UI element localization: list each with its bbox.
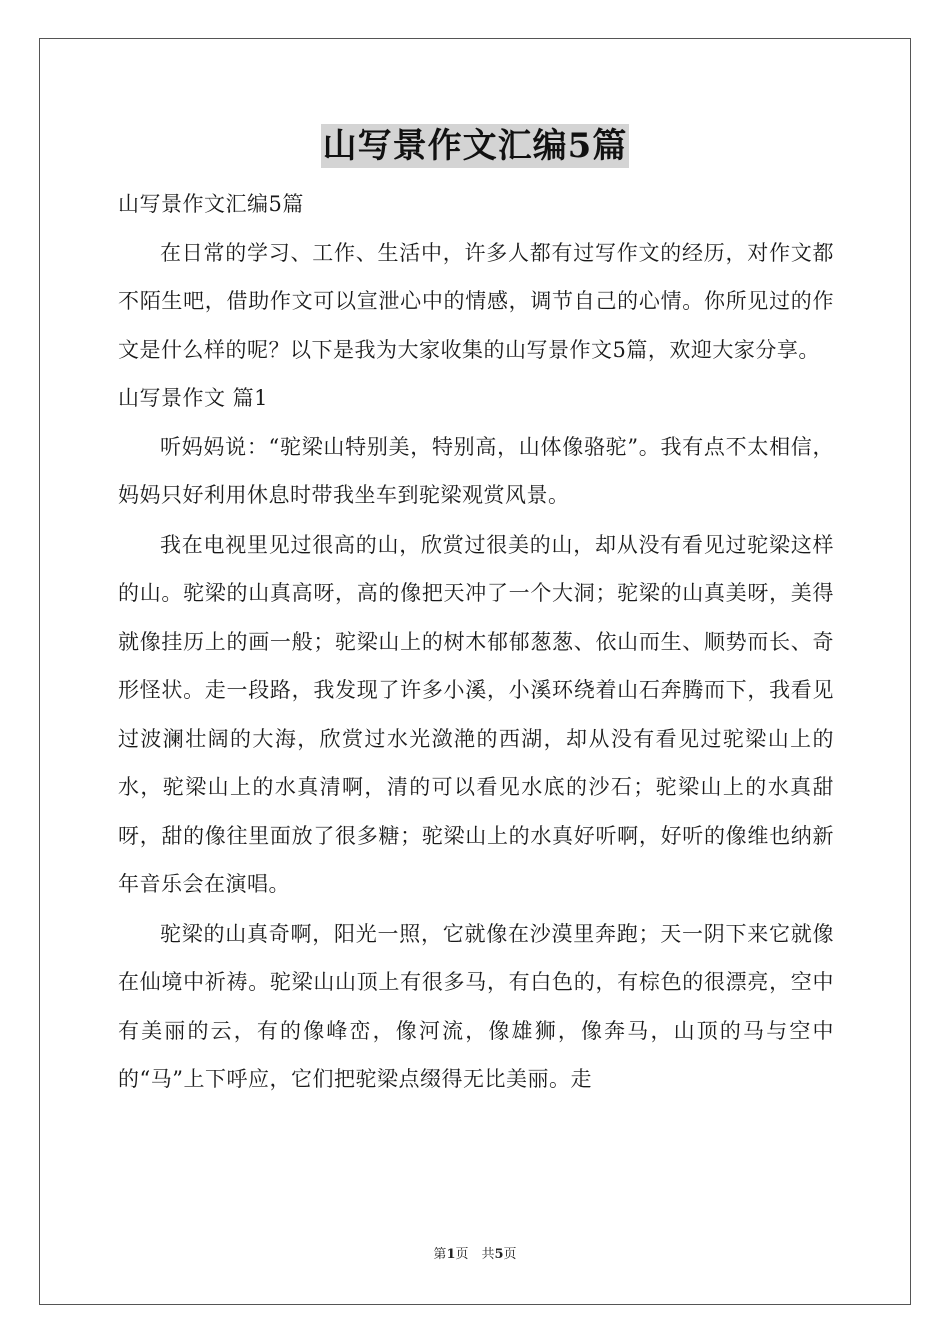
section-heading-1: 山写景作文 篇1 bbox=[118, 386, 269, 410]
page-footer bbox=[0, 1246, 950, 1264]
document-title: 山写景作文汇编5篇 bbox=[322, 126, 628, 166]
footer-total-pages: 5 bbox=[494, 1247, 504, 1262]
footer-prefix: 第 bbox=[433, 1247, 447, 1262]
footer-middle: 页 共 bbox=[455, 1247, 495, 1262]
footer-current-page: 1 bbox=[446, 1247, 456, 1262]
paragraph-2: 我在电视里见过很高的山，欣赏过很美的山，却从没有看见过驼梁这样的山。驼梁的山真高呀，高的像把天冲了一个大洞；驼梁的山真美呀，美得就像挂历上的画一般；驼梁山上的树木郁郁葱葱、依山而生、顺势而长、奇形怪状。走一段路，我发现了许多小溪，小溪环绕着山石奔腾而下，我看见过波澜壮阔的大海，欣赏过水光潋滟的西湖，却从没有看见过驼梁山上的水，驼梁山上的水真清啊，清的可以看见水底的沙石；驼梁山上的水真甜呀，甜的像往里面放了很多糖；驼梁山上的水真好听啊，好听的像维也纳新年音乐会在演唱。 bbox=[118, 532, 834, 896]
paragraph-intro: 在日常的学习、工作、生活中，许多人都有过写作文的经历，对作文都不陌生吧，借助作文可以宣泄心中的情感，调节自己的心情。你所见过的作文是什么样的呢？以下是我为大家收集的山写景作文5篇，欢迎大家分享。 bbox=[118, 240, 834, 362]
paragraph-3: 驼梁的山真奇啊，阳光一照，它就像在沙漠里奔跑；天一阴下来它就像在仙境中祈祷。驼梁山山顶上有很多马，有白色的，有棕色的很漂亮，空中有美丽的云，有的像峰峦，像河流，像雄狮，像奔马，山顶的马与空中的“马”上下呼应，它们把驼梁点缀得无比美丽。走 bbox=[118, 921, 834, 1091]
title-container bbox=[0, 124, 950, 168]
paragraph-1: 听妈妈说：“驼梁山特别美，特别高，山体像骆驼”。我有点不太相信，妈妈只好利用休息时带我坐车到驼梁观赏风景。 bbox=[118, 434, 834, 507]
document-body bbox=[118, 180, 834, 1104]
paragraph-subtitle: 山写景作文汇编5篇 bbox=[118, 192, 304, 216]
footer-suffix: 页 bbox=[503, 1247, 517, 1262]
